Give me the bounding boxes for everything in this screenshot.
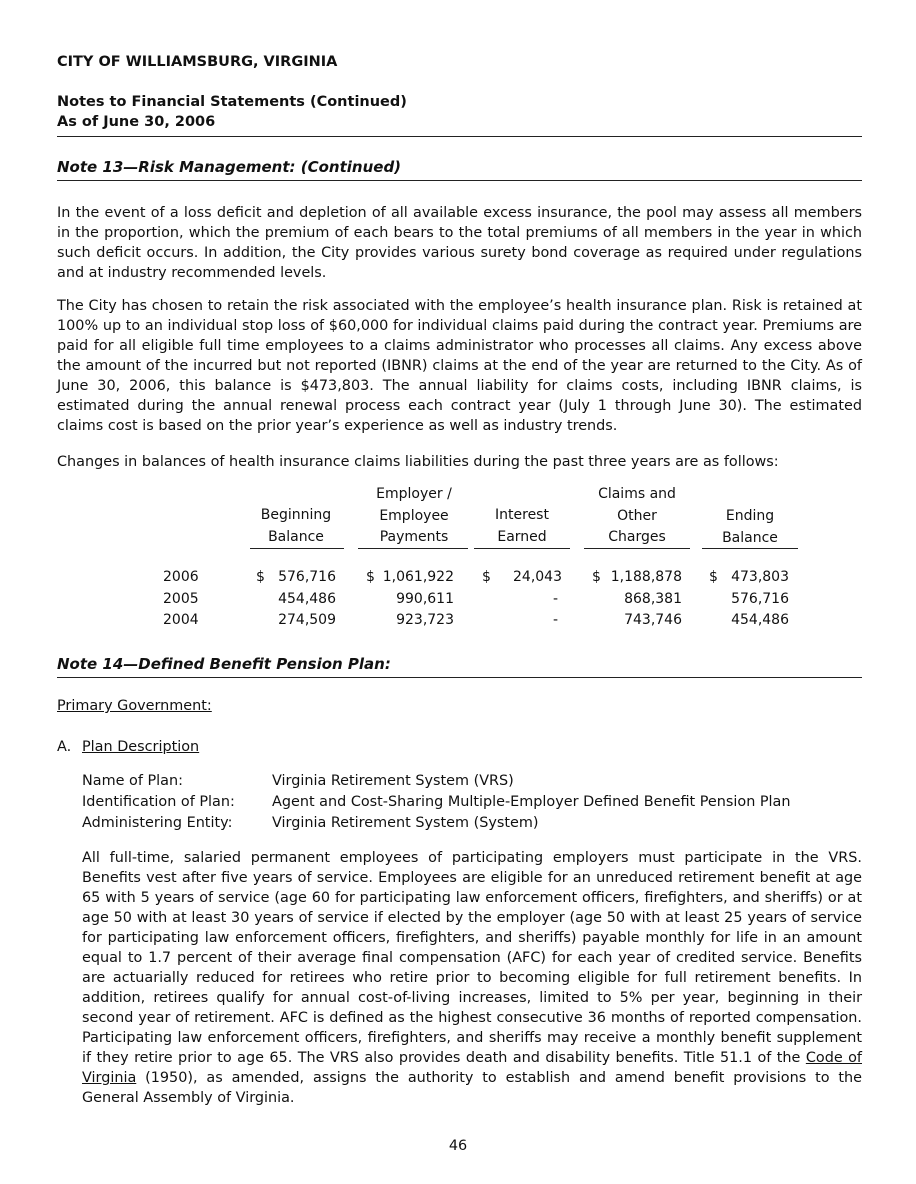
header-underline: [702, 548, 798, 549]
plan-description-paragraph: [82, 848, 862, 1108]
cell-interest: -: [552, 612, 558, 628]
plan-detail-value: Virginia Retirement System (System): [272, 815, 539, 831]
cell-ending: 473,803: [731, 569, 789, 585]
cell-beginning: 454,486: [278, 591, 336, 607]
currency-symbol: $: [482, 569, 491, 585]
header-rule: [57, 136, 862, 137]
col-header-interest: Interest Earned: [495, 507, 549, 545]
note14-heading: Note 14—Defined Benefit Pension Plan:: [57, 655, 391, 673]
col-header-payments: Employer / Employee Payments: [376, 486, 452, 545]
cell-claims: 1,188,878: [610, 569, 682, 585]
note14-rule: [57, 677, 862, 678]
note13-rule: [57, 180, 862, 181]
cell-interest: 24,043: [513, 569, 562, 585]
header-underline: [584, 548, 690, 549]
currency-symbol: $: [592, 569, 601, 585]
note13-paragraph-2: The City has chosen to retain the risk associated with the employee’s health insurance plan. Risk is retained at 100% up to an individual stop loss of $60,000 for individual claims paid during the contract year. Premiums are paid for all eligible full time employees to a claims administrator who processes all claims. Any excess above the amount of the incurred but not reported (IBNR) claims at the end of the year are returned to the City. As of June 30, 2006, this balance is $473,803. The annual liability for claims costs, including IBNR claims, is estimated during the annual renewal process each contract year (July 1 through June 30). The estimated claims cost is based on the prior year’s experience as well as industry trends.: [57, 298, 862, 434]
cell-interest: -: [552, 591, 558, 607]
plan-description-heading: Plan Description: [82, 739, 200, 755]
currency-symbol: $: [366, 569, 375, 585]
cell-beginning: 274,509: [278, 612, 336, 628]
plan-detail-value: Agent and Cost-Sharing Multiple-Employer Defined Benefit Pension Plan: [272, 794, 791, 810]
plan-detail-value: Virginia Retirement System (VRS): [272, 773, 514, 789]
cell-claims: 868,381: [624, 591, 682, 607]
page-number: 46: [448, 1138, 468, 1154]
note13-heading: Note 13—Risk Management: (Continued): [57, 158, 402, 176]
plan-detail-key: Administering Entity:: [82, 815, 233, 831]
document-date: As of June 30, 2006: [57, 114, 216, 130]
cell-payments: 923,723: [396, 612, 454, 628]
row-year: 2006: [163, 569, 199, 585]
plan-detail-row: [82, 771, 791, 792]
col-header-ending: Ending Balance: [722, 508, 778, 546]
row-year: 2004: [163, 612, 199, 628]
cell-claims: 743,746: [624, 612, 682, 628]
col-header-claims: Claims and Other Charges: [598, 486, 676, 545]
cell-payments: 1,061,922: [382, 569, 454, 585]
header-underline: [474, 548, 570, 549]
plan-detail-row: [82, 813, 791, 834]
section-letter: A.: [57, 739, 72, 755]
cell-beginning: 576,716: [278, 569, 336, 585]
cell-ending: 454,486: [731, 612, 789, 628]
cell-ending: 576,716: [731, 591, 789, 607]
note13-paragraph-3: Changes in balances of health insurance claims liabilities during the past three years are as follows:: [57, 454, 779, 470]
col-header-beginning: Beginning Balance: [260, 507, 332, 545]
plan-description-text-end: (1950), as amended, assigns the authority to establish and amend benefit provisions to the General Assembly of Virginia.: [82, 1070, 862, 1106]
plan-details: [82, 771, 791, 834]
currency-symbol: $: [709, 569, 718, 585]
document-entity: CITY OF WILLIAMSBURG, VIRGINIA: [57, 54, 338, 70]
code-of-virginia-reference: Code of Virginia: [82, 1050, 862, 1086]
header-underline: [358, 548, 468, 549]
header-underline: [250, 548, 344, 549]
note13-paragraph-1: In the event of a loss deficit and depletion of all available excess insurance, the pool may assess all members in the proportion, which the premium of each bears to the total premiums of all members in the year in which such deficit occurs. In addition, the City provides various surety bond coverage as required under regulations and at industry recommended levels.: [57, 205, 862, 281]
plan-description-text: All full-time, salaried permanent employees of participating employers must participate in the VRS. Benefits vest after five years of service. Employees are eligible for an unreduced retirement benefit at age 65 with 5 years of service (age 60 for participating law enforcement officers, firefighters, and sheriffs) or at age 50 with at least 30 years of service if elected by the employer (age 50 with at least 25 years of service for participating law enforcement officers, firefighters, and sheriffs) payable monthly for life in an amount equal to 1.7 percent of their average final compensation (AFC) for each year of credited service. Benefits are actuarially reduced for retirees who retire prior to becoming eligible for full retirement benefits. In addition, retirees qualify for annual cost-of-living increases, limited to 5% per year, beginning in their second year of retirement. AFC is defined as the highest consecutive 36 months of reported compensation. Participating law enforcement officers, firefighters, and sheriffs may receive a monthly benefit supplement if they retire prior to age 65. The VRS also provides death and disability benefits. Title 51.1 of the: [82, 850, 862, 1066]
primary-government-heading: Primary Government:: [57, 698, 212, 714]
row-year: 2005: [163, 591, 199, 607]
plan-detail-key: Name of Plan:: [82, 773, 183, 789]
plan-detail-row: [82, 792, 791, 813]
document-title: Notes to Financial Statements (Continued): [57, 94, 407, 110]
plan-detail-key: Identification of Plan:: [82, 794, 235, 810]
currency-symbol: $: [256, 569, 265, 585]
cell-payments: 990,611: [396, 591, 454, 607]
